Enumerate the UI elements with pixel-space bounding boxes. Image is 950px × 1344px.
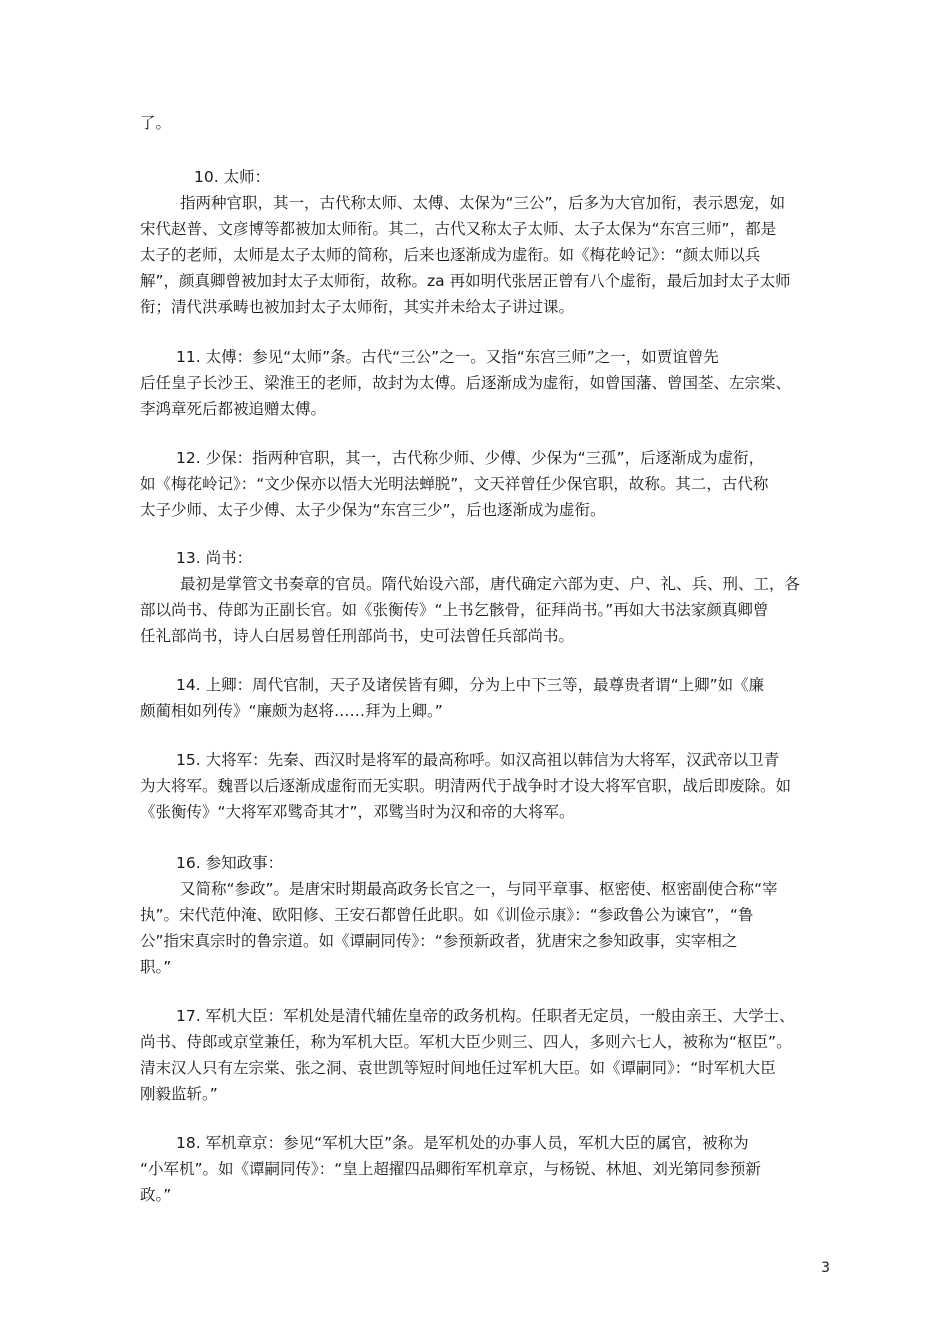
text-line: 刚毅监斩。” bbox=[140, 1085, 218, 1103]
text-line: 任礼部尚书，诗人白居易曾任刑部尚书，史可法曾任兵部尚书。 bbox=[140, 627, 575, 645]
entry-heading: 11. 太傅：参见“太师”条。古代“三公”之一。又指“东宫三师”之一，如贾谊曾先 bbox=[176, 348, 719, 366]
page-number: 3 bbox=[821, 1260, 830, 1276]
entry-heading: 10. 太师： bbox=[194, 168, 271, 186]
text-line: 部以尚书、侍郎为正副长官。如《张衡传》“上书乞骸骨，征拜尚书。”再如大书法家颜真卿曾 bbox=[140, 601, 769, 619]
text-line: 了。 bbox=[140, 114, 172, 132]
text-line: 颇蔺相如列传》“廉颇为赵将……拜为上卿。” bbox=[140, 702, 443, 720]
entry-heading: 17. 军机大臣：军机处是清代辅佐皇帝的政务机构。任职者无定员，一般由亲王、大学士、 bbox=[176, 1007, 795, 1025]
text-line: 执”。宋代范仲淹、欧阳修、王安石都曾任此职。如《训俭示康》：“参政鲁公为谏官”，“鲁 bbox=[140, 906, 754, 924]
text-line: 为大将军。魏晋以后逐渐成虚衔而无实职。明清两代于战争时才设大将军官职，战后即废除。如 bbox=[140, 777, 792, 795]
text-line: 政。” bbox=[140, 1186, 172, 1204]
entry-heading: 14. 上卿：周代官制，天子及诸侯皆有卿，分为上中下三等，最尊贵者谓“上卿”如《廉 bbox=[176, 676, 765, 694]
text-line: 指两种官职，其一，古代称太师、太傅、太保为“三公”，后多为大官加衔，表示恩宠，如 bbox=[180, 194, 786, 212]
entry-heading: 13. 尚书： bbox=[176, 549, 253, 567]
text-line: 《张衡传》“大将军邓骘奇其才”，邓骘当时为汉和帝的大将军。 bbox=[140, 803, 575, 821]
text-line: 后任皇子长沙王、梁淮王的老师，故封为太傅。后逐渐成为虚衔，如曾国藩、曾国荃、左宗棠、 bbox=[140, 374, 792, 392]
entry-heading: 18. 军机章京：参见“军机大臣”条。是军机处的办事人员，军机大臣的属官，被称为 bbox=[176, 1134, 749, 1152]
text-line: 职。” bbox=[140, 958, 172, 976]
text-line: “小军机”。如《谭嗣同传》：“皇上超擢四品卿衔军机章京，与杨锐、林旭、刘光第同参预新 bbox=[140, 1160, 761, 1178]
text-line: 太子少师、太子少傅、太子少保为“东宫三少”，后也逐渐成为虚衔。 bbox=[140, 501, 606, 519]
text-line: 最初是掌管文书奏章的官员。隋代始设六部，唐代确定六部为吏、户、礼、兵、刑、工，各 bbox=[180, 575, 801, 593]
text-line: 李鸿章死后都被追赠太傅。 bbox=[140, 400, 327, 418]
text-line: 清末汉人只有左宗棠、张之洞、袁世凯等短时间地任过军机大臣。如《谭嗣同》：“时军机大臣 bbox=[140, 1059, 776, 1077]
entry-heading: 12. 少保：指两种官职，其一，古代称少师、少傅、少保为“三孤”，后逐渐成为虚衔， bbox=[176, 449, 765, 467]
text-line: 如《梅花岭记》：“文少保亦以悟大光明法蝉脱”，文天祥曾任少保官职，故称。其二，古代称 bbox=[140, 475, 769, 493]
text-line: 宋代赵普、文彦博等都被加太师衔。其二，古代又称太子太师、太子太保为“东宫三师”，都是 bbox=[140, 220, 777, 238]
text-line: 尚书、侍郎或京堂兼任，称为军机大臣。军机大臣少则三、四人，多则六七人，被称为“枢臣”。 bbox=[140, 1033, 792, 1051]
text-line: 公”指宋真宗时的鲁宗道。如《谭嗣同传》：“参预新政者，犹唐宋之参知政事，实宰相之 bbox=[140, 932, 738, 950]
text-line: 太子的老师，太师是太子太师的简称，后来也逐渐成为虚衔。如《梅花岭记》：“颜太师以兵 bbox=[140, 246, 761, 264]
text-line: 解”，颜真卿曾被加封太子太师衔，故称。za 再如明代张居正曾有八个虚衔，最后加封太子太师 bbox=[140, 272, 791, 290]
text-line: 衔；清代洪承畴也被加封太子太师衔，其实并未给太子讲过课。 bbox=[140, 298, 575, 316]
text-line: 又简称“参政”。是唐宋时期最高政务长官之一，与同平章事、枢密使、枢密副使合称“宰 bbox=[180, 880, 778, 898]
entry-heading: 15. 大将军：先秦、西汉时是将军的最高称呼。如汉高祖以韩信为大将军，汉武帝以卫青 bbox=[176, 751, 780, 769]
entry-heading: 16. 参知政事： bbox=[176, 854, 284, 872]
